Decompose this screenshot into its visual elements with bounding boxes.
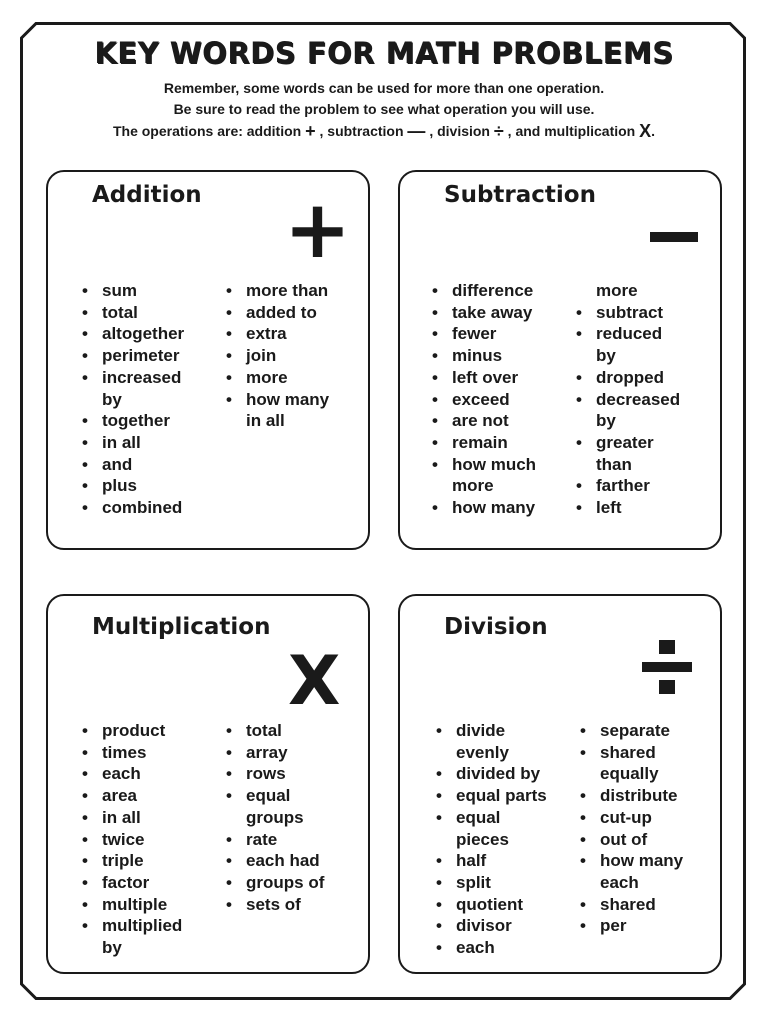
- multiplication-list-2: [224, 720, 364, 915]
- list-item: • more than: [224, 280, 364, 302]
- list-item: • separate: [578, 720, 723, 742]
- intro-line-3: [0, 121, 768, 142]
- list-item: • dropped: [574, 367, 719, 389]
- divide-icon: [642, 640, 692, 700]
- list-item: • factor: [80, 872, 220, 894]
- division-list-1: [434, 720, 579, 959]
- list-item: in all: [246, 411, 285, 431]
- list-item: • in all: [80, 807, 220, 829]
- addition-panel: [46, 170, 370, 550]
- subtraction-panel: [398, 170, 722, 550]
- list-item: • quotient: [434, 894, 579, 916]
- addition-list-1: [80, 280, 220, 519]
- list-item: by: [102, 389, 122, 409]
- list-item: • left: [574, 497, 719, 519]
- list-item: • twice: [80, 829, 220, 851]
- page-title: KEY WORDS FOR MATH PROBLEMS: [94, 36, 674, 70]
- list-item: • each had: [224, 850, 364, 872]
- list-item: each: [600, 872, 639, 892]
- list-item: • are not: [430, 410, 575, 432]
- list-item: • multiplied: [80, 915, 220, 937]
- list-item: • product: [80, 720, 220, 742]
- list-item: • array: [224, 742, 364, 764]
- plus-icon: +: [284, 183, 352, 276]
- list-item: • distribute: [578, 785, 723, 807]
- intro-text: .: [651, 123, 656, 139]
- list-item: • total: [224, 720, 364, 742]
- subtraction-list-1: [430, 280, 575, 519]
- multiplication-panel: [46, 594, 370, 974]
- plus-icon: +: [305, 121, 316, 141]
- list-item: • increased: [80, 367, 220, 389]
- list-item: • extra: [224, 323, 364, 345]
- list-item: • equal: [434, 807, 579, 829]
- list-item: more: [452, 476, 494, 496]
- list-item: • split: [434, 872, 579, 894]
- list-item: • minus: [430, 345, 575, 367]
- list-item: • how many: [430, 497, 575, 519]
- intro-text: , subtraction: [319, 123, 404, 139]
- list-item: • added to: [224, 302, 364, 324]
- list-item: • total: [80, 302, 220, 324]
- subtraction-list-2: [574, 280, 719, 519]
- list-item: • shared: [578, 894, 723, 916]
- list-item: • combined: [80, 497, 220, 519]
- list-item: • and: [80, 454, 220, 476]
- list-item: equally: [600, 764, 659, 784]
- list-item: • subtract: [574, 302, 719, 324]
- list-item: • equal parts: [434, 785, 579, 807]
- list-item: • triple: [80, 850, 220, 872]
- list-item: • sum: [80, 280, 220, 302]
- list-item: • area: [80, 785, 220, 807]
- list-item: • decreased: [574, 389, 719, 411]
- list-item: • equal: [224, 785, 364, 807]
- list-item: • left over: [430, 367, 575, 389]
- list-item: • fewer: [430, 323, 575, 345]
- panel-title: Subtraction: [444, 182, 596, 208]
- list-item: • how many: [578, 850, 723, 872]
- list-item: by: [596, 346, 616, 366]
- addition-list-2: [224, 280, 364, 432]
- list-item: • cut-up: [578, 807, 723, 829]
- list-item: • difference: [430, 280, 575, 302]
- list-item: • per: [578, 915, 723, 937]
- intro-line-2: Be sure to read the problem to see what operation you will use.: [173, 101, 595, 117]
- list-item: • greater: [574, 432, 719, 454]
- list-item: • exceed: [430, 389, 575, 411]
- minus-icon: —: [407, 121, 426, 141]
- list-item: • times: [80, 742, 220, 764]
- list-item: • out of: [578, 829, 723, 851]
- list-item: • divide: [434, 720, 579, 742]
- list-item: • perimeter: [80, 345, 220, 367]
- list-item: • plus: [80, 475, 220, 497]
- panel-title: Addition: [92, 182, 202, 208]
- list-item: • rate: [224, 829, 364, 851]
- intro-line-1: Remember, some words can be used for more than one operation.: [163, 80, 605, 96]
- list-item: by: [102, 938, 122, 958]
- division-panel: [398, 594, 722, 974]
- panel-title: Multiplication: [92, 614, 271, 640]
- list-item: • how much: [430, 454, 575, 476]
- list-item: • divided by: [434, 763, 579, 785]
- times-icon: X: [288, 642, 341, 721]
- list-item: • divisor: [434, 915, 579, 937]
- intro-text: The operations are: addition: [112, 123, 302, 139]
- times-icon: X: [639, 121, 652, 141]
- list-item: • multiple: [80, 894, 220, 916]
- list-item: than: [596, 454, 632, 474]
- list-item: • each: [80, 763, 220, 785]
- list-item: • groups of: [224, 872, 364, 894]
- panel-title: Division: [444, 614, 548, 640]
- list-item: pieces: [456, 829, 509, 849]
- list-item: • half: [434, 850, 579, 872]
- divide-icon: ÷: [493, 121, 504, 141]
- list-item: • farther: [574, 475, 719, 497]
- division-list-2: [578, 720, 723, 937]
- list-item: groups: [246, 807, 304, 827]
- list-item: • more: [224, 367, 364, 389]
- list-item: by: [596, 411, 616, 431]
- list-item: • altogether: [80, 323, 220, 345]
- list-item: • in all: [80, 432, 220, 454]
- list-item: • reduced: [574, 323, 719, 345]
- list-item: • together: [80, 410, 220, 432]
- list-item: more: [596, 281, 638, 300]
- list-item: • remain: [430, 432, 575, 454]
- multiplication-list-1: [80, 720, 220, 959]
- intro-text: , and multiplication: [507, 123, 636, 139]
- list-item: • join: [224, 345, 364, 367]
- intro-text: , division: [429, 123, 490, 139]
- list-item: • sets of: [224, 894, 364, 916]
- minus-icon: [650, 232, 698, 242]
- list-item: evenly: [456, 742, 509, 762]
- list-item: • rows: [224, 763, 364, 785]
- list-item: • take away: [430, 302, 575, 324]
- list-item: • each: [434, 937, 579, 959]
- list-item: • shared: [578, 742, 723, 764]
- list-item: • how many: [224, 389, 364, 411]
